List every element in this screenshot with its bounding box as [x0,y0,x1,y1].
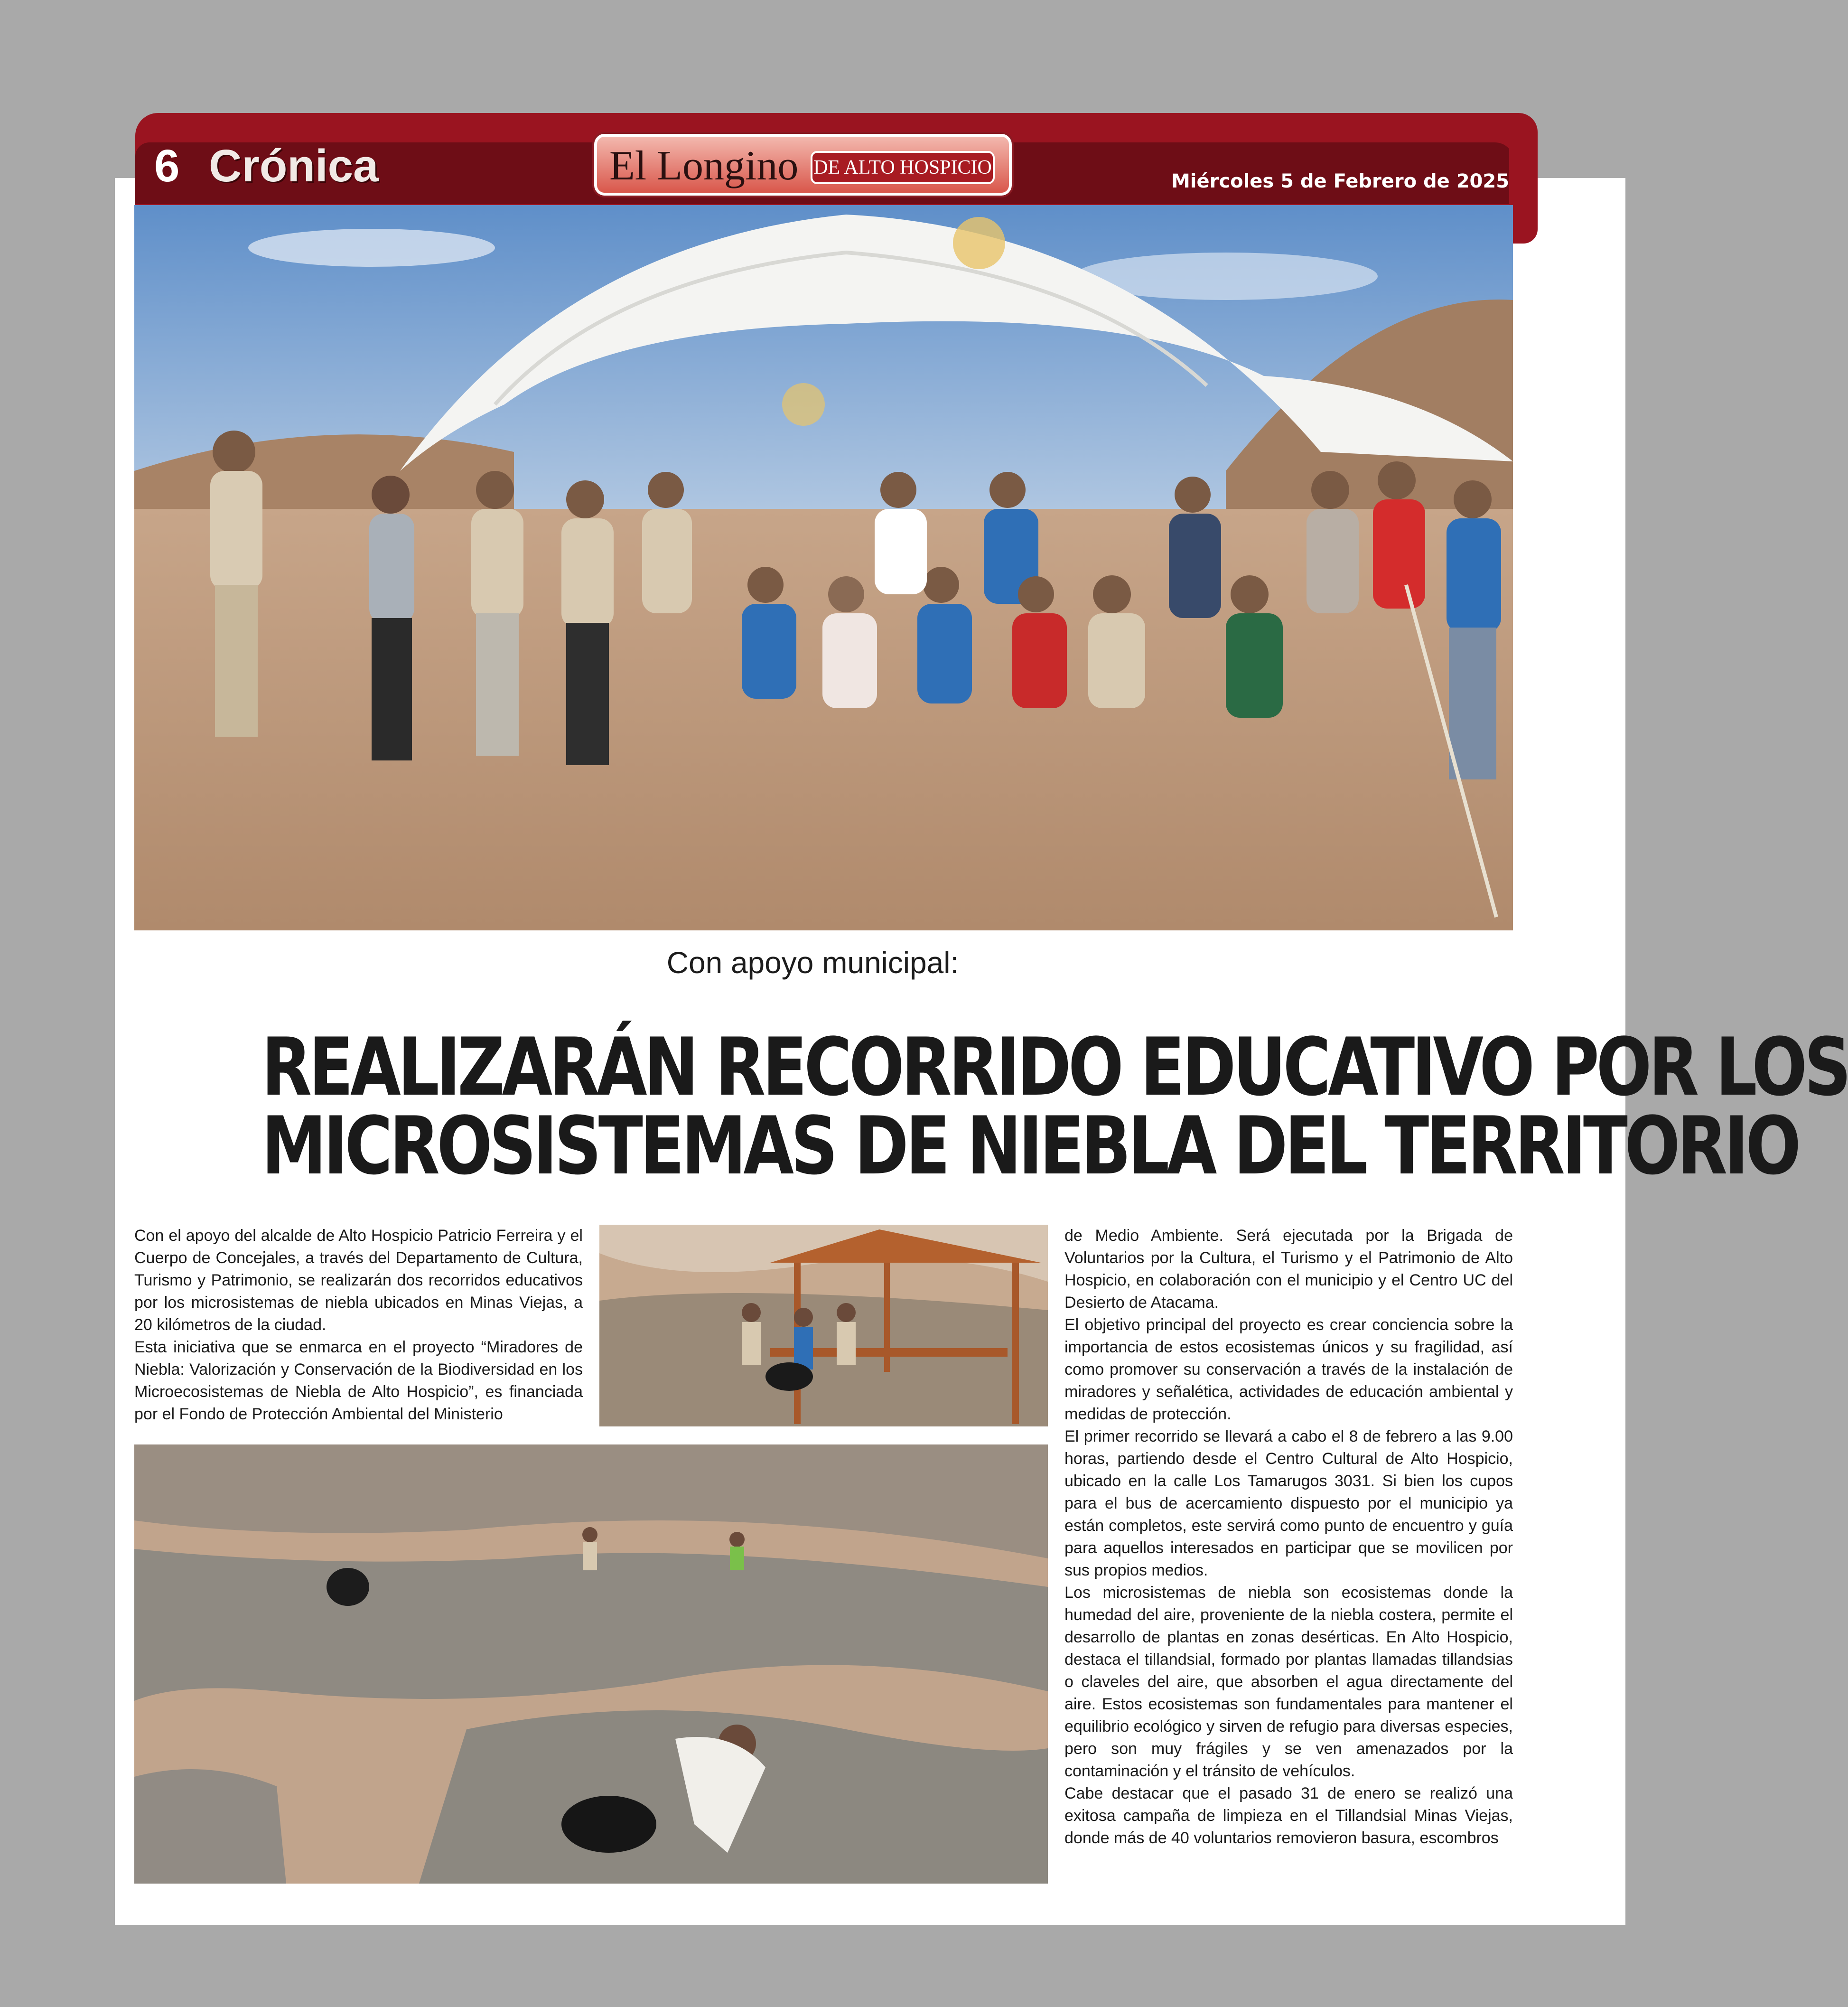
masthead-logo [594,134,1012,196]
issue-date: Miércoles 5 de Febrero de 2025 [1171,170,1510,192]
section-title: Crónica [209,141,379,191]
gazebo-photo [599,1225,1048,1426]
tillandsial-photo [134,1444,1048,1884]
headline-line-2: MICROSISTEMAS DE NIEBLA DEL TERRITORIO [261,1099,1798,1192]
article-column-left [134,1225,583,1426]
paragraph: El objetivo principal del proyecto es crear conciencia sobre la importancia de estos ecosistemas únicos y su fragilidad, así como promover su conservación a través de la instalación de miradores y señalética, actividades de educación ambiental y medidas de protección. [1064,1316,1513,1423]
paragraph: de Medio Ambiente. Será ejecutada por la Brigada de Voluntarios por la Cultura, el Turismo y el Patrimonio de Alto Hospicio, en colaboración con el municipio y el Centro UC del Desierto de Atacama. [1064,1227,1513,1312]
page-number: 6 [154,141,180,191]
main-photo [134,205,1513,930]
article-column-right [1064,1225,1513,1849]
header-band-tab [1509,131,1538,244]
paragraph: El primer recorrido se llevará a cabo el 8 de febrero a las 9.00 horas, partiendo desde el Centro Cultural de Alto Hospicio, ubicado en la calle Los Tamarugos 3031. Si bien los cupos para el bus de acercamiento dispuesto por el municipio ya están completos, este servirá como punto de encuentro y guía para aquellos interesados en participar que se movilicen por sus propios medios. [1064,1427,1513,1579]
article-headline [261,1021,1848,1192]
article-kicker: Con apoyo municipal: [666,946,959,980]
headline-line-1: REALIZARÁN RECORRIDO EDUCATIVO POR LOS [261,1021,1848,1114]
paragraph: Los microsistemas de niebla son ecosistemas donde la humedad del aire, proveniente de la niebla costera, permite el desarrollo de plantas en zonas desérticas. En Alto Hospicio, destaca el tillandsial, formado por plantas llamadas tillandsias o claveles del aire, que absorben el agua directamente del aire. Estos ecosistemas son fundamentales para mantener el equilibrio ecológico y sirven de refugio para diversas especies, pero son muy frágiles y se ven amenazados por la contaminación y el tránsito de vehículos. [1064,1584,1513,1780]
paragraph: Esta iniciativa que se enmarca en el proyecto “Miradores de Niebla: Valorización y Conservación de la Biodiversidad en los Microecosistemas de Niebla de Alto Hospicio”, es financiada por el Fondo de Protección Ambiental del Ministerio [134,1338,583,1423]
masthead-subtitle: DE ALTO HOSPICIO [811,151,995,184]
paragraph: Cabe destacar que el pasado 31 de enero se realizó una exitosa campaña de limpieza en el Tillandsial Minas Viejas, donde más de 40 voluntarios removieron basura, escombros [1064,1784,1513,1847]
masthead-title: El Longino [609,143,799,189]
paragraph: Con el apoyo del alcalde de Alto Hospicio Patricio Ferreira y el Cuerpo de Concejales, a través del Departamento de Cultura, Turismo y Patrimonio, se realizarán dos recorridos educativos por los microsistemas de niebla ubicados en Minas Viejas, a 20 kilómetros de la ciudad. [134,1227,583,1334]
